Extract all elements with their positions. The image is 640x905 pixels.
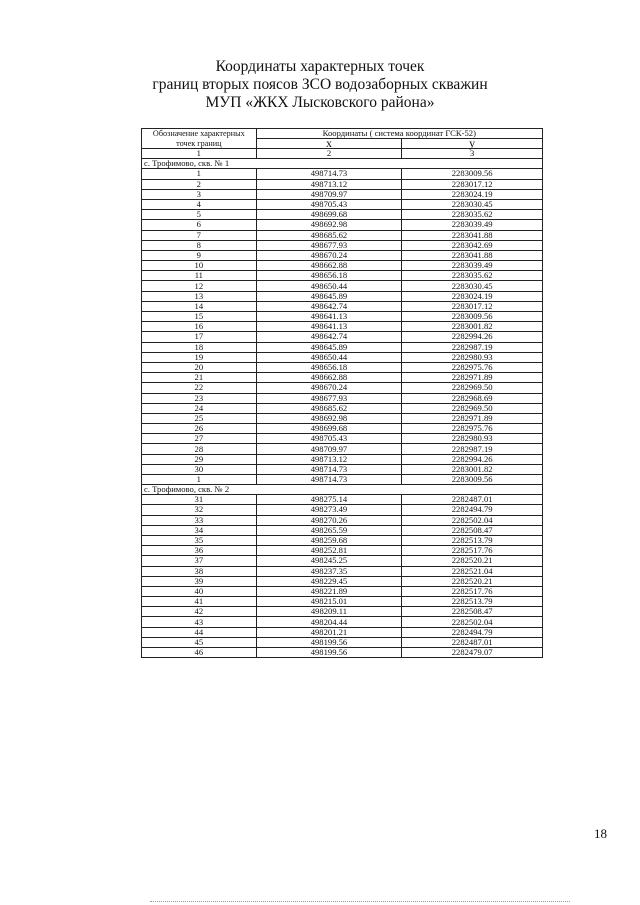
point-number: 27 <box>142 434 257 444</box>
table-row <box>142 597 543 607</box>
title-line-2: границ вторых поясов ЗСО водозаборных скважин <box>152 76 488 93</box>
table-row <box>142 373 543 383</box>
coord-x: 498229.45 <box>256 576 402 586</box>
coord-x: 498199.56 <box>256 648 402 658</box>
coord-y: 2283041.88 <box>402 250 543 260</box>
coord-y: 2282487.01 <box>402 637 543 647</box>
table-row <box>142 627 543 637</box>
coord-y: 2282508.47 <box>402 607 543 617</box>
point-number: 43 <box>142 617 257 627</box>
coord-x: 498705.43 <box>256 199 402 209</box>
table-row <box>142 301 543 311</box>
point-number: 38 <box>142 566 257 576</box>
point-number: 31 <box>142 495 257 505</box>
coord-y: 2283030.45 <box>402 281 543 291</box>
section-row <box>142 485 543 495</box>
coord-x: 498252.81 <box>256 546 402 556</box>
coord-y: 2282980.93 <box>402 352 543 362</box>
coord-x: 498237.35 <box>256 566 402 576</box>
coord-y: 2282502.04 <box>402 617 543 627</box>
header-coordinates: Координаты ( система координат ГСК-52) <box>256 129 542 139</box>
table-row <box>142 210 543 220</box>
coord-x: 498714.73 <box>256 464 402 474</box>
point-number: 40 <box>142 586 257 596</box>
table-row <box>142 424 543 434</box>
coord-x: 498714.73 <box>256 475 402 485</box>
coord-y: 2282994.26 <box>402 454 543 464</box>
point-number: 3 <box>142 189 257 199</box>
point-number: 45 <box>142 637 257 647</box>
table-row <box>142 515 543 525</box>
title-line-1: Координаты характерных точек <box>215 58 425 75</box>
point-number: 41 <box>142 597 257 607</box>
point-number: 4 <box>142 199 257 209</box>
coord-x: 498713.12 <box>256 454 402 464</box>
coord-y: 2282520.21 <box>402 556 543 566</box>
table-row <box>142 322 543 332</box>
coord-y: 2282994.26 <box>402 332 543 342</box>
table-row <box>142 556 543 566</box>
point-number: 6 <box>142 220 257 230</box>
coord-x: 498662.88 <box>256 261 402 271</box>
table-row <box>142 464 543 474</box>
coord-y: 2282969.50 <box>402 383 543 393</box>
point-number: 39 <box>142 576 257 586</box>
coord-x: 498221.89 <box>256 586 402 596</box>
table-row <box>142 179 543 189</box>
coord-x: 498642.74 <box>256 332 402 342</box>
table-row <box>142 475 543 485</box>
table-row <box>142 383 543 393</box>
coord-x: 498677.93 <box>256 240 402 250</box>
coord-x: 498670.24 <box>256 250 402 260</box>
coord-y: 2283001.82 <box>402 322 543 332</box>
coord-x: 498199.56 <box>256 637 402 647</box>
coord-y: 2283041.88 <box>402 230 543 240</box>
coord-x: 498713.12 <box>256 179 402 189</box>
point-number: 21 <box>142 373 257 383</box>
header-designation: Обозначение характерных точек границ <box>142 129 257 149</box>
point-number: 24 <box>142 403 257 413</box>
table-row <box>142 352 543 362</box>
header-x: х <box>256 139 402 149</box>
coord-x: 498201.21 <box>256 627 402 637</box>
coord-x: 498705.43 <box>256 434 402 444</box>
coord-x: 498641.13 <box>256 322 402 332</box>
table-row <box>142 281 543 291</box>
header-y: у <box>402 139 543 149</box>
table-row <box>142 169 543 179</box>
coord-x: 498709.97 <box>256 189 402 199</box>
coord-y: 2282479.07 <box>402 648 543 658</box>
coord-y: 2283017.12 <box>402 179 543 189</box>
table-row <box>142 240 543 250</box>
point-number: 8 <box>142 240 257 250</box>
point-number: 19 <box>142 352 257 362</box>
table-row <box>142 586 543 596</box>
coord-y: 2282513.79 <box>402 535 543 545</box>
point-number: 32 <box>142 505 257 515</box>
table-row <box>142 342 543 352</box>
point-number: 46 <box>142 648 257 658</box>
point-number: 37 <box>142 556 257 566</box>
title-line-3: МУП «ЖКХ Лысковского района» <box>205 94 435 111</box>
point-number: 13 <box>142 291 257 301</box>
coord-y: 2282487.01 <box>402 495 543 505</box>
table-row <box>142 525 543 535</box>
point-number: 18 <box>142 342 257 352</box>
coord-y: 2282975.76 <box>402 424 543 434</box>
column-index-3: 3 <box>402 149 543 159</box>
coord-x: 498645.89 <box>256 291 402 301</box>
table-row <box>142 546 543 556</box>
coord-y: 2283039.49 <box>402 261 543 271</box>
table-row <box>142 413 543 423</box>
coord-y: 2282494.79 <box>402 627 543 637</box>
coordinates-table <box>141 128 543 658</box>
point-number: 22 <box>142 383 257 393</box>
document-title <box>0 58 640 112</box>
coord-y: 2283001.82 <box>402 464 543 474</box>
table-row <box>142 444 543 454</box>
point-number: 12 <box>142 281 257 291</box>
coord-x: 498685.62 <box>256 403 402 413</box>
coord-x: 498670.24 <box>256 383 402 393</box>
point-number: 28 <box>142 444 257 454</box>
coord-y: 2283024.19 <box>402 189 543 199</box>
point-number: 35 <box>142 535 257 545</box>
coord-x: 498204.44 <box>256 617 402 627</box>
point-number: 17 <box>142 332 257 342</box>
coord-x: 498275.14 <box>256 495 402 505</box>
table-row <box>142 220 543 230</box>
section-label: с. Трофимово, скв. № 2 <box>142 485 543 495</box>
table-row <box>142 637 543 647</box>
coord-x: 498714.73 <box>256 169 402 179</box>
page-number: 18 <box>594 826 607 841</box>
point-number: 1 <box>142 475 257 485</box>
coord-x: 498245.25 <box>256 556 402 566</box>
bottom-divider <box>150 901 570 902</box>
coord-y: 2283009.56 <box>402 169 543 179</box>
point-number: 36 <box>142 546 257 556</box>
table-row <box>142 393 543 403</box>
point-number: 26 <box>142 424 257 434</box>
point-number: 14 <box>142 301 257 311</box>
coord-x: 498650.44 <box>256 281 402 291</box>
point-number: 16 <box>142 322 257 332</box>
section-row <box>142 159 543 169</box>
column-index-1: 1 <box>142 149 257 159</box>
coord-x: 498273.49 <box>256 505 402 515</box>
coord-y: 2282502.04 <box>402 515 543 525</box>
coord-y: 2283042.69 <box>402 240 543 250</box>
table-row <box>142 261 543 271</box>
coord-x: 498650.44 <box>256 352 402 362</box>
point-number: 20 <box>142 362 257 372</box>
coord-x: 498709.97 <box>256 444 402 454</box>
table-row <box>142 495 543 505</box>
coord-y: 2283009.56 <box>402 475 543 485</box>
point-number: 11 <box>142 271 257 281</box>
coord-y: 2282517.76 <box>402 546 543 556</box>
table-row <box>142 648 543 658</box>
coord-x: 498662.88 <box>256 373 402 383</box>
table-row <box>142 617 543 627</box>
coord-x: 498209.11 <box>256 607 402 617</box>
coord-x: 498699.68 <box>256 210 402 220</box>
coord-y: 2282520.21 <box>402 576 543 586</box>
table-row <box>142 199 543 209</box>
point-number: 30 <box>142 464 257 474</box>
coord-y: 2283024.19 <box>402 291 543 301</box>
coord-x: 498656.18 <box>256 271 402 281</box>
table-row <box>142 250 543 260</box>
coord-y: 2283017.12 <box>402 301 543 311</box>
table-row <box>142 434 543 444</box>
point-number: 5 <box>142 210 257 220</box>
coord-y: 2283030.45 <box>402 199 543 209</box>
coord-y: 2282971.89 <box>402 373 543 383</box>
point-number: 29 <box>142 454 257 464</box>
table-row <box>142 454 543 464</box>
point-number: 33 <box>142 515 257 525</box>
table-row <box>142 535 543 545</box>
coord-y: 2282980.93 <box>402 434 543 444</box>
coord-x: 498699.68 <box>256 424 402 434</box>
coord-x: 498645.89 <box>256 342 402 352</box>
coord-x: 498641.13 <box>256 312 402 322</box>
point-number: 10 <box>142 261 257 271</box>
coord-y: 2283009.56 <box>402 312 543 322</box>
coord-y: 2282969.50 <box>402 403 543 413</box>
section-label: с. Трофимово, скв. № 1 <box>142 159 543 169</box>
table-row <box>142 189 543 199</box>
coord-x: 498642.74 <box>256 301 402 311</box>
point-number: 34 <box>142 525 257 535</box>
coord-y: 2282513.79 <box>402 597 543 607</box>
coord-y: 2282494.79 <box>402 505 543 515</box>
point-number: 15 <box>142 312 257 322</box>
table-row <box>142 607 543 617</box>
coord-x: 498685.62 <box>256 230 402 240</box>
coord-y: 2282987.19 <box>402 444 543 454</box>
coord-x: 498265.59 <box>256 525 402 535</box>
point-number: 2 <box>142 179 257 189</box>
coord-x: 498656.18 <box>256 362 402 372</box>
coord-x: 498692.98 <box>256 413 402 423</box>
point-number: 44 <box>142 627 257 637</box>
coord-y: 2283035.62 <box>402 271 543 281</box>
table-row <box>142 403 543 413</box>
table-row <box>142 505 543 515</box>
point-number: 25 <box>142 413 257 423</box>
table-row <box>142 362 543 372</box>
coord-y: 2282968.69 <box>402 393 543 403</box>
coord-y: 2282521.04 <box>402 566 543 576</box>
table-row <box>142 566 543 576</box>
table-body <box>142 159 543 658</box>
table-row <box>142 312 543 322</box>
coord-y: 2283035.62 <box>402 210 543 220</box>
point-number: 9 <box>142 250 257 260</box>
coord-y: 2282508.47 <box>402 525 543 535</box>
coord-y: 2282987.19 <box>402 342 543 352</box>
table-row <box>142 291 543 301</box>
table-row <box>142 576 543 586</box>
coord-x: 498692.98 <box>256 220 402 230</box>
coord-x: 498270.26 <box>256 515 402 525</box>
column-index-2: 2 <box>256 149 402 159</box>
coord-x: 498215.01 <box>256 597 402 607</box>
coord-x: 498259.68 <box>256 535 402 545</box>
point-number: 42 <box>142 607 257 617</box>
table-row <box>142 332 543 342</box>
point-number: 7 <box>142 230 257 240</box>
point-number: 1 <box>142 169 257 179</box>
coord-y: 2282517.76 <box>402 586 543 596</box>
coord-y: 2282971.89 <box>402 413 543 423</box>
coord-y: 2283039.49 <box>402 220 543 230</box>
coord-x: 498677.93 <box>256 393 402 403</box>
coord-y: 2282975.76 <box>402 362 543 372</box>
table-row <box>142 271 543 281</box>
table-row <box>142 230 543 240</box>
point-number: 23 <box>142 393 257 403</box>
